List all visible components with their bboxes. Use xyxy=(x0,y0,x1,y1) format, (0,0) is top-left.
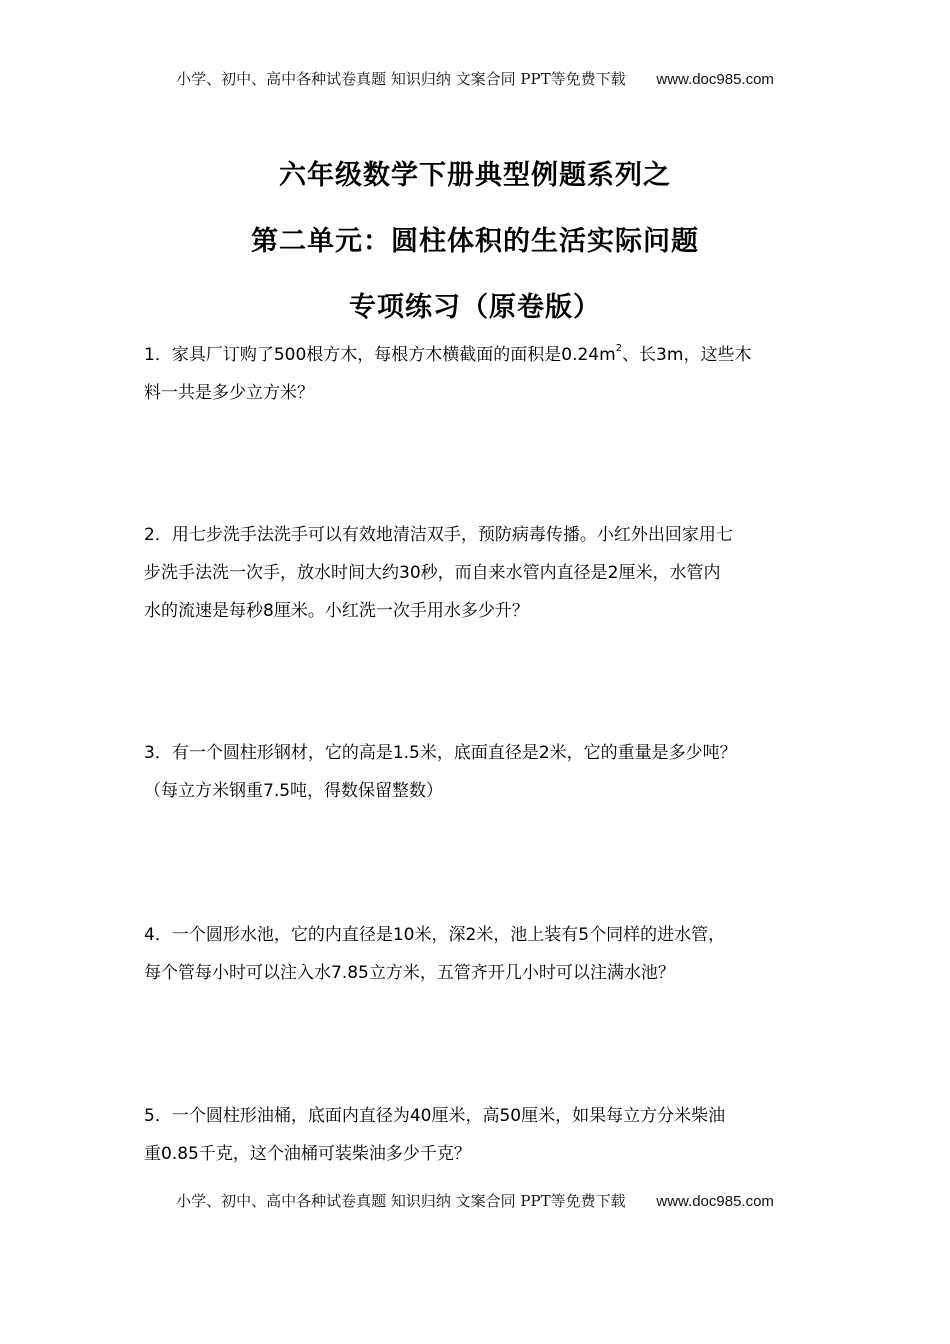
question-1 xyxy=(144,336,824,412)
square-superscript: 2 xyxy=(615,343,623,355)
page-header xyxy=(0,68,950,89)
page-title-line-2: 第二单元：圆柱体积的生活实际问题 xyxy=(251,226,699,257)
question-3-line-2: （每立方米钢重7.5吨，得数保留整数） xyxy=(144,781,444,801)
question-1-text-b: 、长3m，这些木 xyxy=(622,345,752,365)
question-5-line-2: 重0.85千克，这个油桶可装柴油多少千克？ xyxy=(144,1144,471,1164)
header-text: 小学、初中、高中各种试卷真题 知识归纳 文案合同 PPT等免费下载 xyxy=(176,70,626,88)
page-title-line-1: 六年级数学下册典型例题系列之 xyxy=(279,160,671,191)
question-2-line-1: 2．用七步洗手法洗手可以有效地清洁双手，预防病毒传播。小红外出回家用七 xyxy=(144,525,733,545)
header-url[interactable]: www.doc985.com xyxy=(656,71,774,88)
question-1-text-a: 1．家具厂订购了500根方木，每根方木横截面的面积是0.24m xyxy=(144,345,616,365)
footer-text: 小学、初中、高中各种试卷真题 知识归纳 文案合同 PPT等免费下载 xyxy=(176,1192,626,1210)
question-5-line-1: 5．一个圆柱形油桶，底面内直径为40厘米，高50厘米，如果每立方分米柴油 xyxy=(144,1106,726,1126)
page-footer xyxy=(0,1190,950,1211)
footer-url[interactable]: www.doc985.com xyxy=(656,1193,774,1210)
question-4-line-2: 每个管每小时可以注入水7.85立方米，五管齐开几小时可以注满水池？ xyxy=(144,963,675,983)
question-2-line-3: 水的流速是每秒8厘米。小红洗一次手用水多少升？ xyxy=(144,601,529,621)
question-1-line-1 xyxy=(144,336,824,374)
question-2-line-2: 步洗手法洗一次手，放水时间大约30秒，而自来水管内直径是2厘米，水管内 xyxy=(144,563,721,583)
question-3 xyxy=(144,734,824,810)
question-1-line-2: 料一共是多少立方米？ xyxy=(144,383,314,403)
question-4-line-1: 4．一个圆形水池，它的内直径是10米，深2米，池上装有5个同样的进水管， xyxy=(144,925,726,945)
question-4 xyxy=(144,916,824,992)
question-5 xyxy=(144,1097,824,1173)
question-2 xyxy=(144,516,824,630)
page-title-line-3: 专项练习（原卷版） xyxy=(349,292,601,323)
question-3-line-1: 3．有一个圆柱形钢材，它的高是1.5米，底面直径是2米，它的重量是多少吨？ xyxy=(144,743,737,763)
